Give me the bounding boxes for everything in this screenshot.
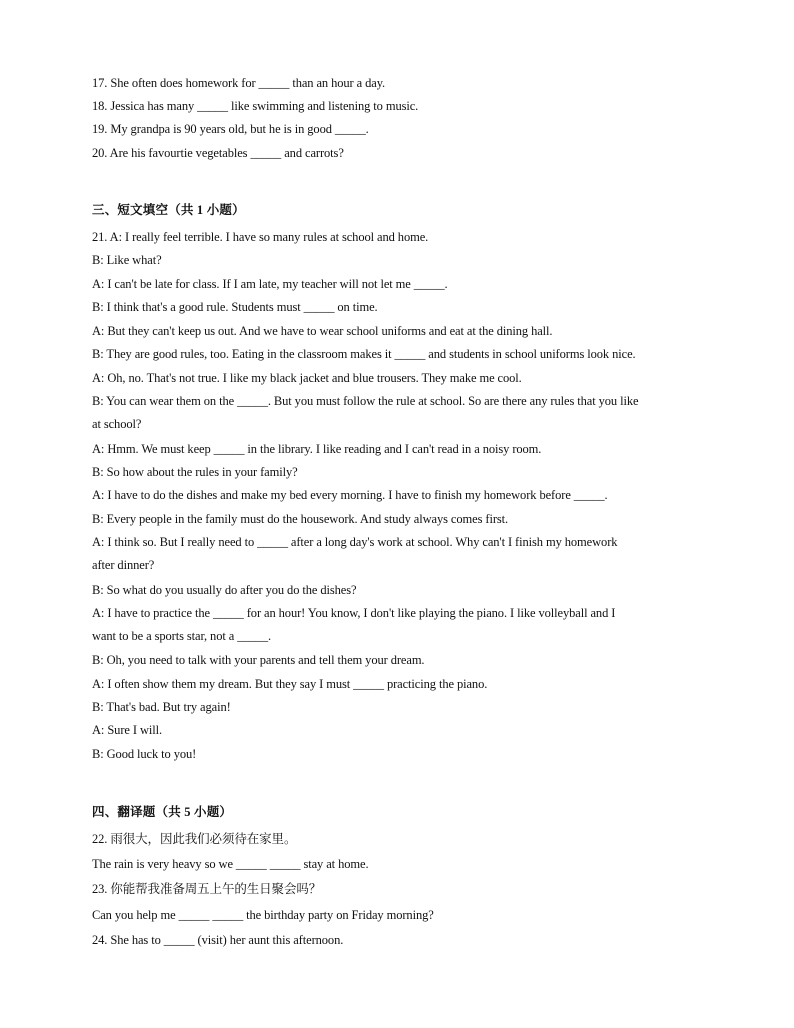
dialogue-line: B: Like what? <box>92 253 162 267</box>
dialogue-line: B: Every people in the family must do the housework. And study always comes first. <box>92 512 509 526</box>
translation-prompt: 22. 雨很大，因此我们必须待在家里。 <box>92 832 297 846</box>
dialogue-line: A: I have to do the dishes and make my bed every morning. I have to finish my homework before _____. <box>92 488 608 502</box>
dialogue-line: B: So what do you usually do after you do the dishes? <box>92 583 357 597</box>
dialogue-line: 21. A: I really feel terrible. I have so many rules at school and home. <box>92 230 429 244</box>
dialogue-line: A: But they can't keep us out. And we have to wear school uniforms and eat at the dining hall. <box>92 324 553 338</box>
dialogue-line: A: I think so. But I really need to _____ after a long day's work at school. Why can't I finish my homework <box>92 535 618 549</box>
dialogue-line: at school? <box>92 417 142 431</box>
dialogue-line: A: I often show them my dream. But they say I must _____ practicing the piano. <box>92 677 488 691</box>
question-19: 19. My grandpa is 90 years old, but he is in good _____. <box>92 122 369 136</box>
question-18: 18. Jessica has many _____ like swimming and listening to music. <box>92 99 419 113</box>
dialogue-line: B: So how about the rules in your family? <box>92 465 298 479</box>
dialogue-line: A: Oh, no. That's not true. I like my black jacket and blue trousers. They make me cool. <box>92 371 522 385</box>
translation-line: The rain is very heavy so we _____ _____ stay at home. <box>92 857 369 871</box>
dialogue-line: B: They are good rules, too. Eating in the classroom makes it _____ and students in school uniforms look nice. <box>92 347 636 361</box>
question-20: 20. Are his favourtie vegetables _____ and carrots? <box>92 146 344 160</box>
translation-prompt: 23. 你能帮我准备周五上午的生日聚会吗？ <box>92 882 322 896</box>
dialogue-line: B: Good luck to you! <box>92 747 197 761</box>
dialogue-line: A: Sure I will. <box>92 723 163 737</box>
section-3-heading: 三、短文填空（共 1 小题） <box>92 203 245 217</box>
dialogue-line: after dinner? <box>92 558 155 572</box>
question-17: 17. She often does homework for _____ than an hour a day. <box>92 76 386 90</box>
dialogue-line: A: I can't be late for class. If I am late, my teacher will not let me _____. <box>92 277 448 291</box>
dialogue-line: B: Oh, you need to talk with your parents and tell them your dream. <box>92 653 425 667</box>
translation-line: 24. She has to _____ (visit) her aunt this afternoon. <box>92 933 344 947</box>
dialogue-line: B: I think that's a good rule. Students must _____ on time. <box>92 300 378 314</box>
dialogue-line: B: You can wear them on the _____. But you must follow the rule at school. So are there any rules that you like <box>92 394 639 408</box>
dialogue-line: B: That's bad. But try again! <box>92 700 231 714</box>
dialogue-line: A: Hmm. We must keep _____ in the library. I like reading and I can't read in a noisy room. <box>92 442 542 456</box>
dialogue-line: A: I have to practice the _____ for an hour! You know, I don't like playing the piano. I like volleyball and I <box>92 606 616 620</box>
translation-line: Can you help me _____ _____ the birthday party on Friday morning? <box>92 908 434 922</box>
dialogue-line: want to be a sports star, not a _____. <box>92 629 272 643</box>
section-4-heading: 四、翻译题（共 5 小题） <box>92 805 233 819</box>
